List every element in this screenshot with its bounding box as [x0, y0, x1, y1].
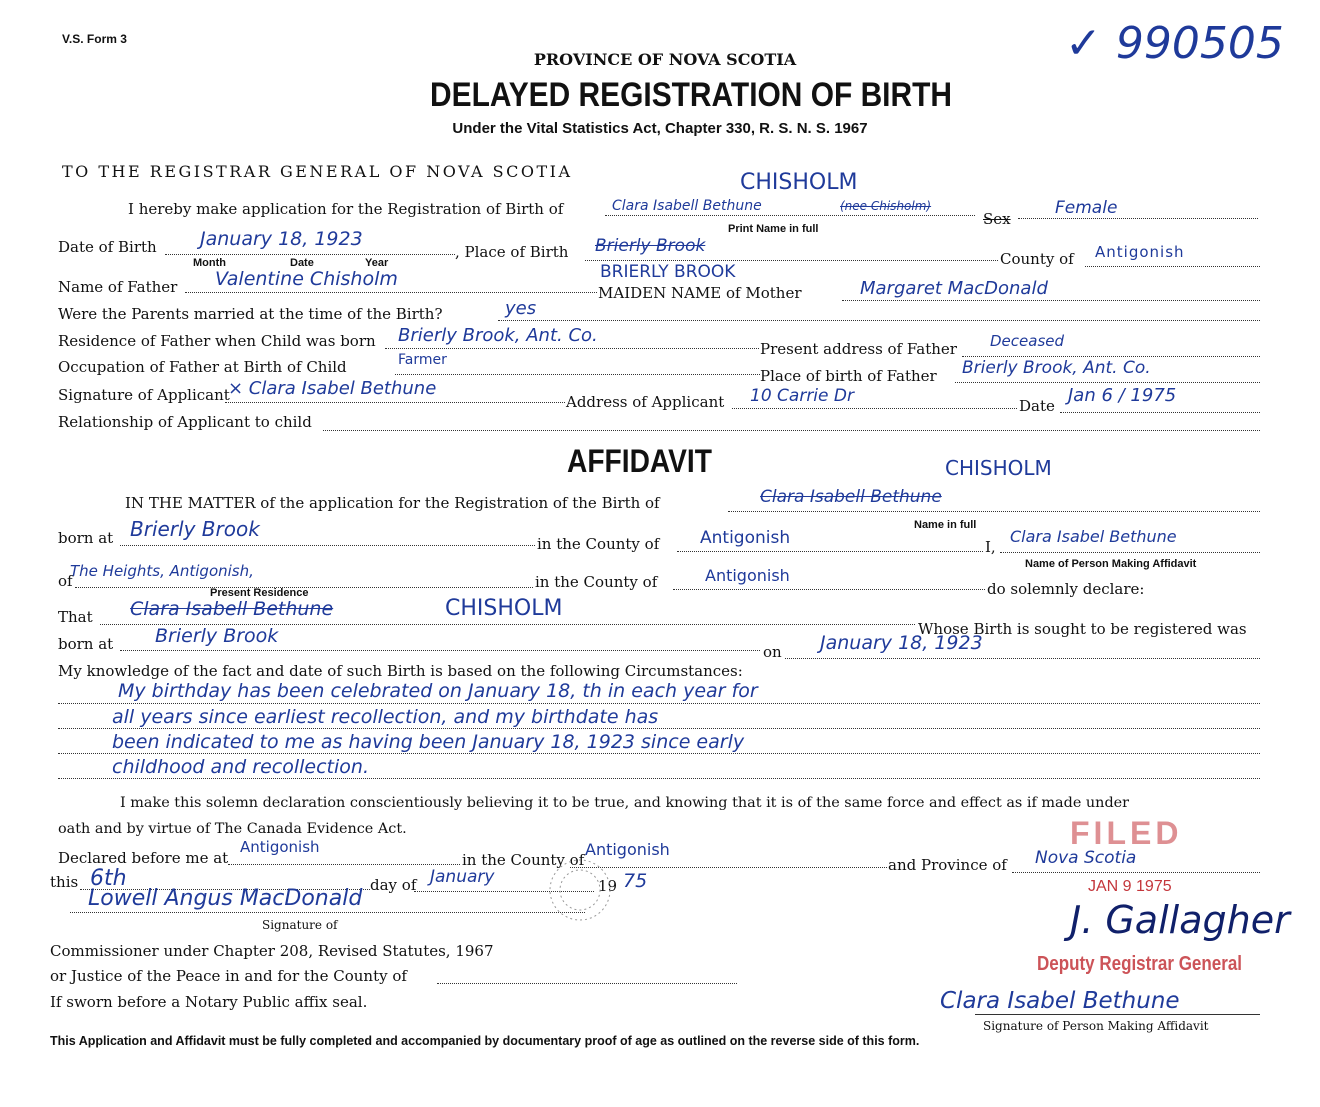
deponent-signature: Clara Isabel Bethune [940, 988, 1180, 1014]
aff-value-that: Clara Isabell Bethune [130, 598, 334, 620]
circumstance-line: been indicated to me as having been January 18, 1923 since early [112, 731, 745, 753]
label-maiden-name: MAIDEN NAME of Mother [598, 284, 802, 302]
value-child-name-struck: (nee Chisholm) [840, 199, 932, 213]
aff-label-of: of [58, 572, 73, 590]
aff-label-year: 19 [598, 877, 618, 895]
aff-label-day-of: day of [370, 876, 417, 894]
registrar-signature: J. Gallagher [1070, 898, 1290, 942]
value-sex: Female [1055, 198, 1118, 218]
filed-date-stamp: JAN 9 1975 [1088, 878, 1172, 895]
label-month: Month [193, 257, 226, 269]
page-title: DELAYED REGISTRATION OF BIRTH [430, 76, 952, 114]
value-maiden-name: Margaret MacDonald [860, 278, 1048, 299]
aff-value-residence: The Heights, Antigonish, [70, 562, 254, 580]
circumstance-line: all years since earliest recollection, and my birthdate has [112, 706, 659, 728]
addressee: TO THE REGISTRAR GENERAL OF NOVA SCOTIA [62, 162, 573, 181]
aff-label-province: and Province of [888, 856, 1007, 874]
aff-value-year: 75 [623, 870, 648, 892]
aff-label-whose: Whose Birth is sought to be registered was [918, 620, 1247, 638]
value-applicant-signature: × Clara Isabel Bethune [228, 378, 437, 399]
aff-label-I: I, [985, 538, 996, 556]
aff-value-on: January 18, 1923 [820, 632, 983, 654]
value-married: yes [505, 298, 537, 319]
aff-label-present-residence: Present Residence [210, 587, 309, 599]
aff-value-county3: Antigonish [585, 840, 670, 859]
aff-value-surname: CHISHOLM [945, 456, 1052, 480]
aff-value-born: Brierly Brook [130, 517, 260, 541]
value-present-address: Deceased [990, 332, 1065, 350]
aff-value-county2: Antigonish [705, 566, 790, 585]
label-applicant-signature: Signature of Applicant [58, 386, 230, 404]
aff-label-declared: Declared before me at [58, 849, 229, 867]
label-relationship: Relationship of Applicant to child [58, 413, 312, 431]
province-heading: PROVINCE OF NOVA SCOTIA [533, 50, 797, 69]
label-father: Name of Father [58, 278, 178, 296]
label-year: Year [365, 257, 389, 269]
value-child-name: Clara Isabell Bethune [612, 198, 762, 214]
label-residence: Residence of Father when Child was born [58, 332, 376, 350]
aff-oath: oath and by virtue of The Canada Evidence Act. [58, 821, 407, 837]
label-father-birthplace: Place of birth of Father [760, 367, 937, 385]
value-father: Valentine Chisholm [215, 268, 398, 290]
commissioner-signature: Lowell Angus MacDonald [88, 886, 363, 911]
value-applicant-address: 10 Carrie Dr [750, 386, 854, 406]
aff-label-county2: in the County of [535, 573, 658, 591]
affidavit-heading: AFFIDAVIT [567, 443, 712, 479]
aff-label-person: Name of Person Making Affidavit [1025, 558, 1197, 570]
label-hereby: I hereby make application for the Registration of Birth of [128, 200, 564, 218]
aff-value-county: Antigonish [700, 528, 791, 548]
value-father-birthplace: Brierly Brook, Ant. Co. [962, 358, 1151, 378]
aff-label-born2: born at [58, 635, 114, 653]
aff-label-born: born at [58, 529, 114, 547]
label-date: Date [290, 257, 314, 269]
aff-label-county3: in the County of [462, 851, 585, 869]
label-applicant-address: Address of Applicant [566, 393, 725, 411]
value-dob: January 18, 1923 [200, 228, 363, 250]
commissioner-seal [545, 855, 618, 925]
value-residence: Brierly Brook, Ant. Co. [398, 325, 598, 346]
aff-solemn-declaration: I make this solemn declaration conscientiously believing it to be true, and knowing that it is of the same force and effect as if made under [120, 795, 1130, 811]
aff-label-this: this [50, 873, 79, 891]
aff-value-declared: Antigonish [240, 838, 320, 856]
aff-value-province: Nova Scotia [1035, 848, 1137, 868]
value-place-of-birth: Brierly Brook [595, 236, 706, 256]
aff-label-knowledge: My knowledge of the fact and date of such Birth is based on the following Circumstances: [58, 662, 743, 680]
value-occupation: Farmer [398, 352, 447, 368]
aff-value-day: 6th [90, 866, 127, 891]
aff-value-born2: Brierly Brook [155, 625, 279, 647]
label-print-name: Print Name in full [728, 223, 819, 235]
label-county: County of [1000, 250, 1074, 268]
form-number: V.S. Form 3 [62, 32, 127, 46]
label-occupation: Occupation of Father at Birth of Child [58, 358, 347, 376]
aff-value-that-surname: CHISHOLM [445, 596, 563, 621]
label-sex: Sex [983, 210, 1011, 228]
label-justice: or Justice of the Peace in and for the County of [50, 967, 407, 985]
label-place-of-birth: , Place of Birth [455, 243, 569, 261]
aff-value-month: January [430, 867, 495, 887]
label-present-address: Present address of Father [760, 340, 957, 358]
record-number: ✓ 990505 [1065, 18, 1284, 69]
label-signature-of: Signature of [262, 918, 338, 932]
value-county: Antigonish [1095, 243, 1185, 261]
label-married: Were the Parents married at the time of the Birth? [58, 305, 443, 323]
value-place-of-birth-corrected: BRIERLY BROOK [600, 262, 736, 282]
value-date-applied: Jan 6 / 1975 [1068, 385, 1177, 406]
aff-label-on: on [763, 643, 782, 661]
circumstance-line: My birthday has been celebrated on January 18, th in each year for [118, 680, 758, 702]
circumstance-line: childhood and recollection. [112, 756, 369, 778]
label-dob: Date of Birth [58, 238, 157, 256]
label-commissioner: Commissioner under Chapter 208, Revised Statutes, 1967 [50, 942, 494, 960]
aff-value-child-name: Clara Isabell Bethune [760, 487, 942, 507]
subtitle: Under the Vital Statistics Act, Chapter 330, R. S. N. S. 1967 [452, 120, 868, 137]
aff-label-county: in the County of [537, 535, 660, 553]
label-notary: If sworn before a Notary Public affix seal. [50, 993, 368, 1011]
registrar-stamp: Deputy Registrar General [1037, 953, 1243, 975]
aff-label-that: That [58, 608, 93, 626]
filed-stamp: FILED [1070, 815, 1183, 851]
aff-label-declare: do solemnly declare: [987, 580, 1145, 598]
aff-value-person: Clara Isabel Bethune [1010, 527, 1177, 546]
value-surname: CHISHOLM [740, 170, 858, 195]
aff-label-matter: IN THE MATTER of the application for the Registration of the Birth of [125, 494, 660, 512]
label-deponent-signature: Signature of Person Making Affidavit [983, 1019, 1209, 1033]
aff-label-name-full: Name in full [914, 519, 977, 531]
footer-note: This Application and Affidavit must be fully completed and accompanied by documentary proof of age as outlined on the reverse side of this form. [50, 1034, 920, 1048]
label-date-applied: Date [1019, 397, 1055, 415]
